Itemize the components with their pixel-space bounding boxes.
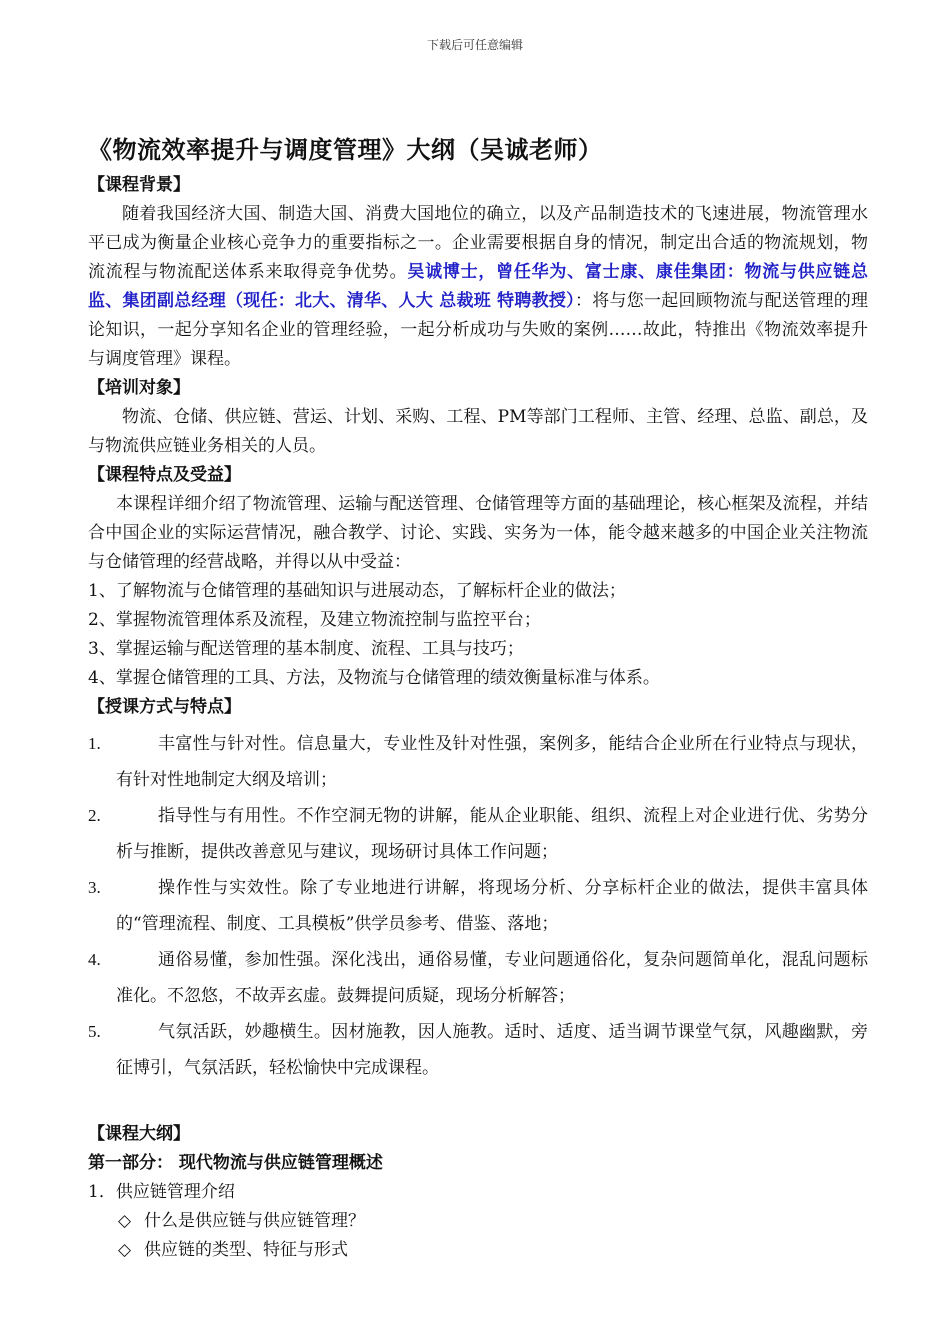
method-item [88, 1014, 868, 1086]
document-title: 《物流效率提升与调度管理》大纲（吴诚老师） [88, 136, 603, 164]
benefit-item: 2、掌握物流管理体系及流程，及建立物流控制与监控平台； [88, 610, 541, 630]
method-text: 丰富性与针对性。信息量大，专业性及针对性强，案例多，能结合企业所在行业特点与现状，有针对性地制定大纲及培训； [116, 734, 868, 790]
benefit-item: 3、掌握运输与配送管理的基本制度、流程、工具与技巧； [88, 639, 524, 659]
section-heading-outline: 【课程大纲】 [88, 1124, 190, 1144]
method-item [88, 798, 868, 870]
method-number: 3. [88, 878, 101, 897]
method-number: 2. [88, 806, 101, 825]
diamond-bullet-icon: ◇ [118, 1211, 132, 1231]
background-text-before: 随着我国经济大国、制造大国、消费大国地位的确立，以及产品制造技术的飞速进展，物流管理水平已成为衡量企业核心竞争力的重要指标之一。企业需要根据自身的情况，制定出合适的物流规划，物流流程与物流配送体系来取得竞争优势。 [88, 204, 868, 282]
outline-bullet-text: 供应链的类型、特征与形式 [144, 1240, 348, 1260]
section-heading-audience: 【培训对象】 [88, 378, 190, 398]
audience-paragraph: 物流、仓储、供应链、营运、计划、采购、工程、PM等部门工程师、主管、经理、总监、副总，及与物流供应链业务相关的人员。 [88, 407, 868, 456]
method-number: 1. [88, 734, 101, 753]
methods-list [88, 726, 868, 1086]
outline-bullet-item [88, 1207, 868, 1236]
benefit-item: 1、了解物流与仓储管理的基础知识与进展动态，了解标杆企业的做法； [88, 581, 626, 601]
section-heading-background: 【课程背景】 [88, 175, 190, 195]
method-text: 操作性与实效性。除了专业地进行讲解，将现场分析、分享标杆企业的做法，提供丰富具体的“管理流程、制度、工具模板”供学员参考、借鉴、落地； [116, 878, 868, 934]
method-number: 4. [88, 950, 101, 969]
method-text: 气氛活跃，妙趣横生。因材施教，因人施教。适时、适度、适当调节课堂气氛，风趣幽默，旁征博引，气氛活跃，轻松愉快中完成课程。 [116, 1022, 868, 1078]
background-paragraph [88, 200, 868, 374]
section-heading-benefits: 【课程特点及受益】 [88, 465, 241, 485]
method-text: 通俗易懂，参加性强。深化浅出，通俗易懂，专业问题通俗化，复杂问题简单化，混乱问题标准化。不忽悠，不故弄玄虚。鼓舞提问质疑，现场分析解答； [116, 950, 868, 1006]
diamond-bullet-icon: ◇ [118, 1240, 132, 1260]
outline-part-title: 第一部分： 现代物流与供应链管理概述 [88, 1153, 383, 1173]
section-heading-methods: 【授课方式与特点】 [88, 697, 241, 717]
spacer [88, 1086, 868, 1120]
outline-subitem: 1．供应链管理介绍 [88, 1182, 235, 1202]
method-item [88, 942, 868, 1014]
document-content [88, 133, 868, 1265]
method-item [88, 870, 868, 942]
outline-bullet-item [88, 1236, 868, 1265]
instructor-highlight: 吴诚博士，曾任华为、富士康、康佳集团：物流与供应链总监、集团副总经理（现任：北大、清华、人大 总裁班 特聘教授） [88, 262, 869, 311]
method-item [88, 726, 868, 798]
method-number: 5. [88, 1022, 101, 1041]
outline-bullet-text: 什么是供应链与供应链管理？ [144, 1211, 365, 1231]
background-text-after: ：将与您一起回顾物流与配送管理的理论知识，一起分享知名企业的管理经验，一起分析成功与失败的案例……故此，特推出《物流效率提升与调度管理》课程。 [88, 291, 868, 369]
benefit-item: 4、掌握仓储管理的工具、方法，及物流与仓储管理的绩效衡量标准与体系。 [88, 668, 660, 688]
header-note: 下载后可任意编辑 [426, 38, 523, 52]
method-text: 指导性与有用性。不作空洞无物的讲解，能从企业职能、组织、流程上对企业进行优、劣势分析与推断，提供改善意见与建议，现场研讨具体工作问题； [116, 806, 868, 862]
benefits-intro: 本课程详细介绍了物流管理、运输与配送管理、仓储管理等方面的基础理论，核心框架及流程，并结合中国企业的实际运营情况，融合教学、讨论、实践、实务为一体，能令越来越多的中国企业关注物流与仓储管理的经营战略，并得以从中受益： [88, 494, 868, 572]
